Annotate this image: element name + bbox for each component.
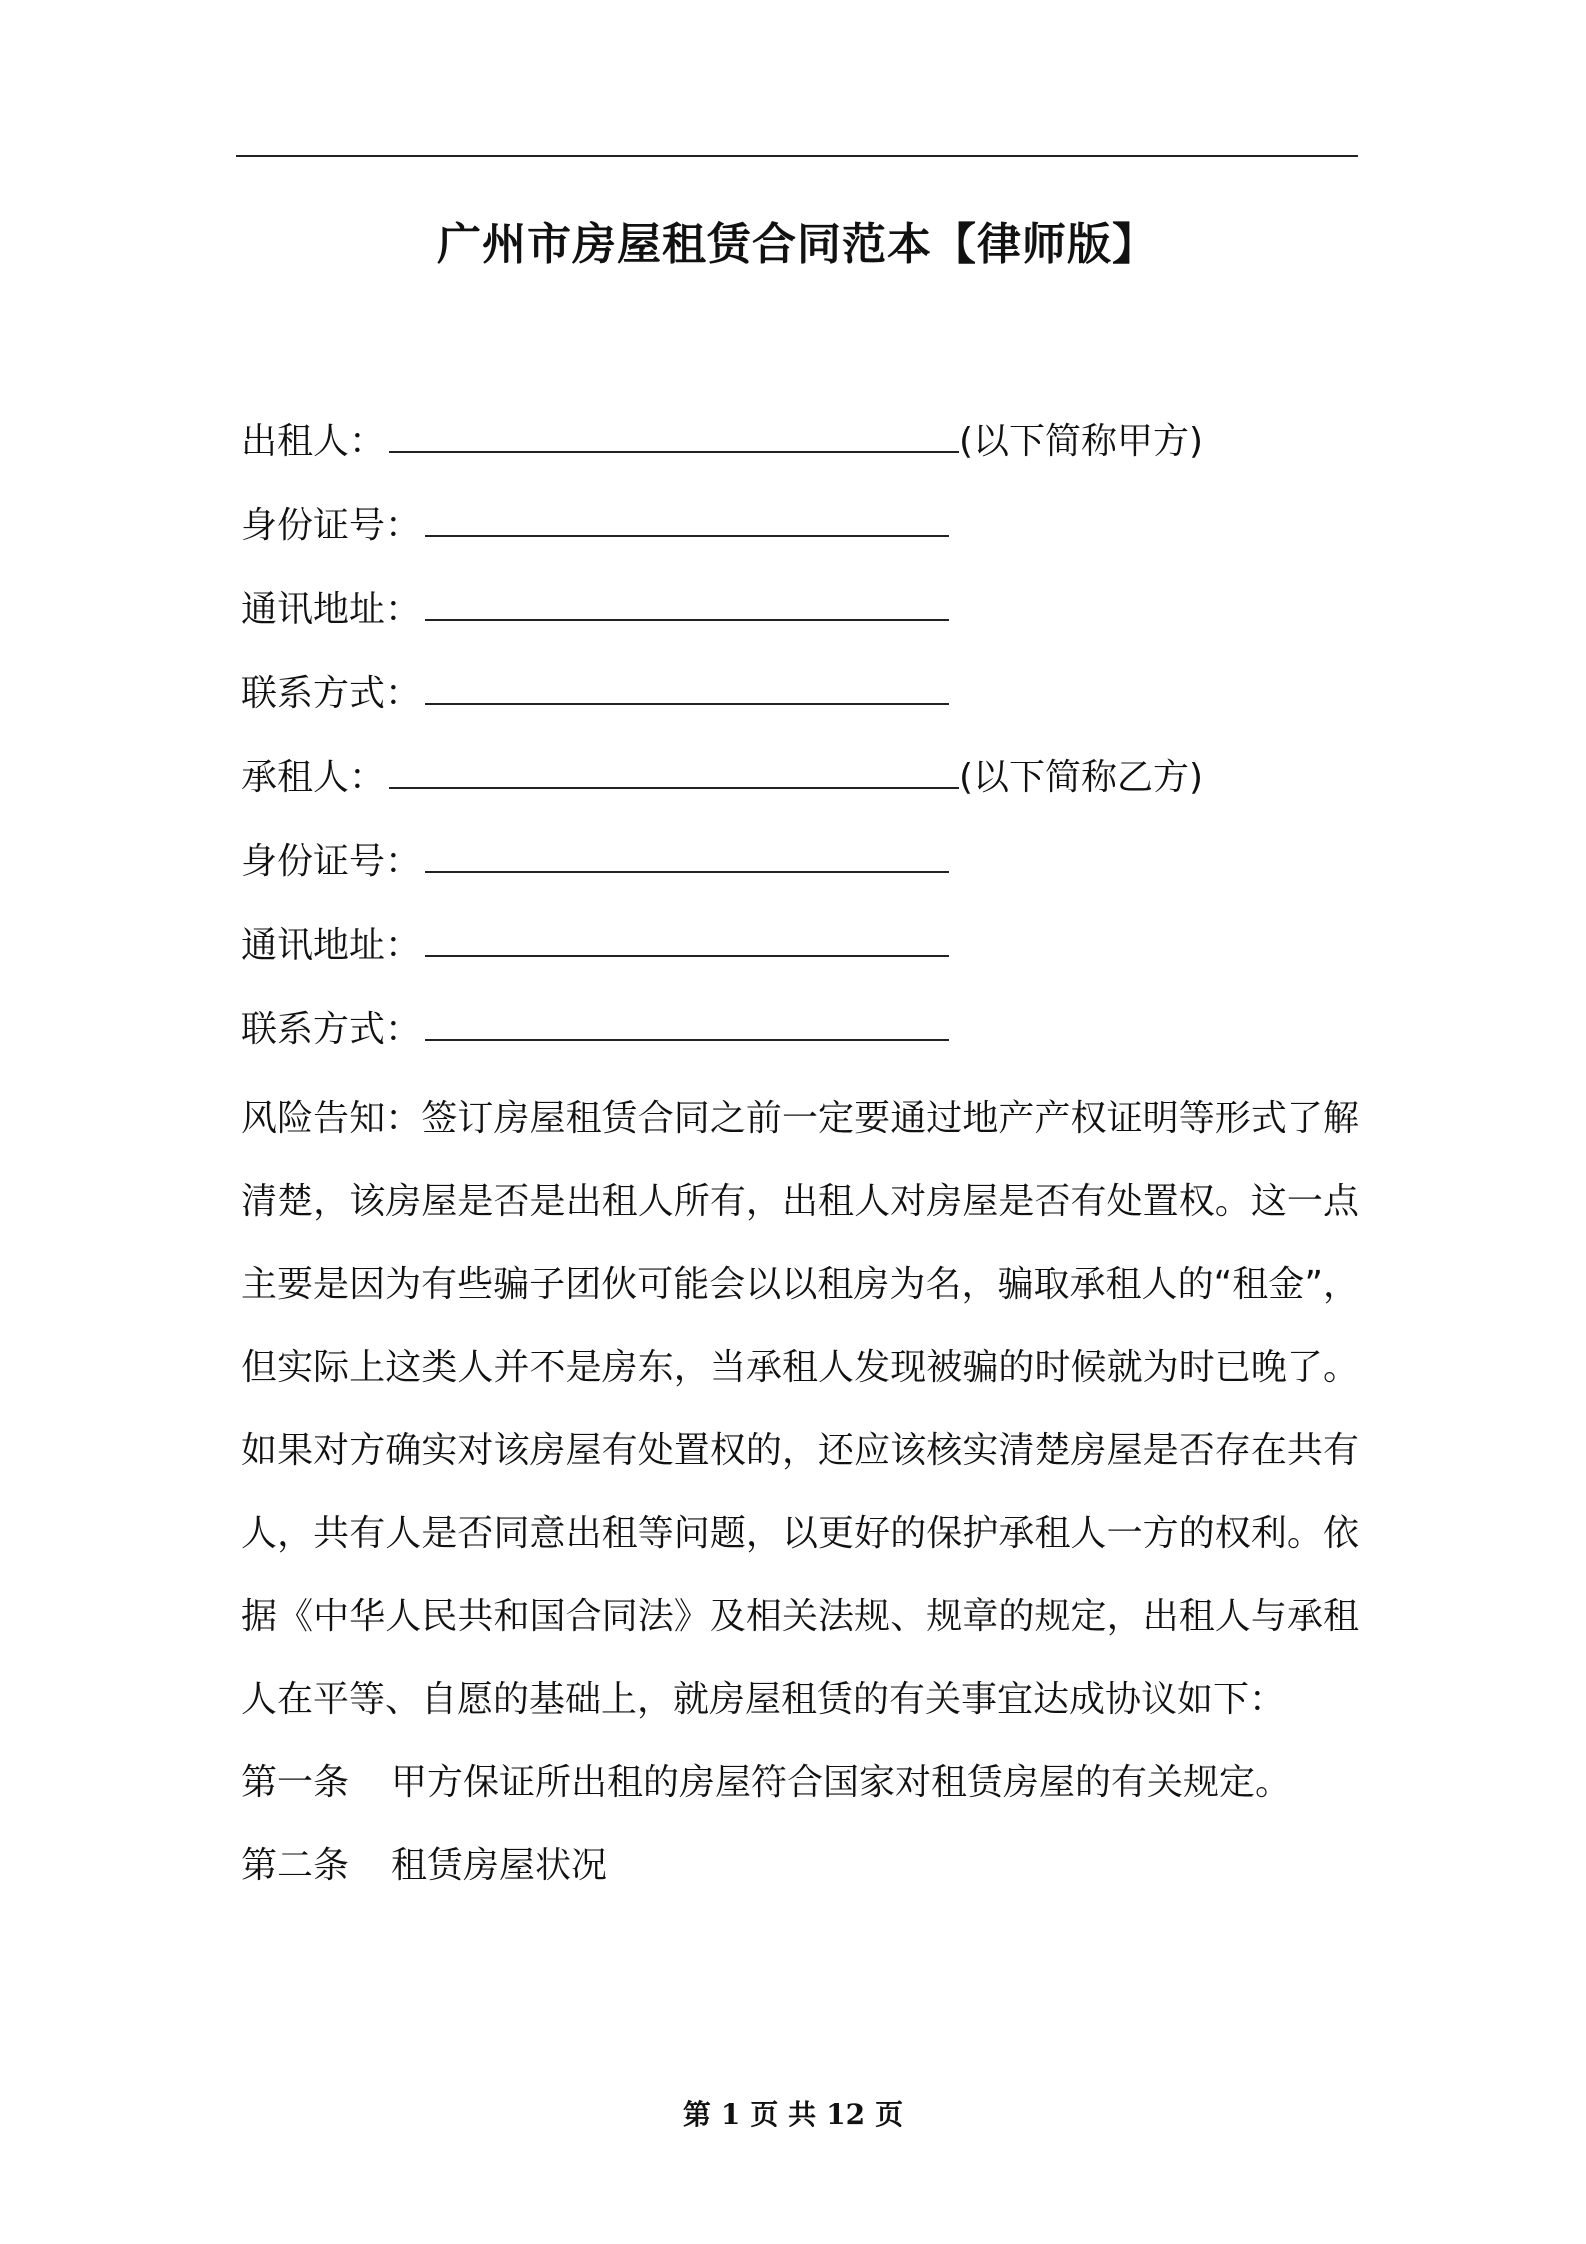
lessor-contact-blank [425, 657, 949, 705]
lessee-address-blank [425, 909, 949, 957]
lessor-suffix: (以下简称甲方) [959, 421, 1204, 462]
article-1-number: 第一条 [241, 1762, 350, 1803]
lessee-address-label: 通讯地址： [241, 925, 422, 966]
lessee-id-label: 身份证号： [241, 841, 422, 882]
lessor-address-field [241, 573, 1359, 657]
footer-middle: 页 共 [750, 2098, 817, 2131]
lessor-contact-field [241, 657, 1359, 741]
document-body [241, 405, 1359, 1907]
footer-suffix: 页 [875, 2098, 904, 2131]
footer-total-pages: 12 [826, 2098, 866, 2131]
lessee-contact-field [241, 993, 1359, 1077]
lessor-name-blank [389, 405, 959, 453]
article-2-number: 第二条 [241, 1845, 350, 1886]
lessee-id-blank [425, 825, 949, 873]
lessee-suffix: (以下简称乙方) [959, 757, 1204, 798]
lessor-field [241, 405, 1359, 489]
lessee-name-blank [389, 741, 959, 789]
lessor-id-field [241, 489, 1359, 573]
page-footer [0, 2095, 1586, 2135]
lessee-contact-label: 联系方式： [241, 1009, 422, 1050]
article-2-text: 租赁房屋状况 [391, 1845, 608, 1886]
document-title: 广州市房屋租赁合同范本【律师版】 [437, 219, 1157, 270]
header-rule [236, 155, 1358, 157]
lessee-contact-blank [425, 993, 949, 1041]
lessee-field [241, 741, 1359, 825]
lessor-address-blank [425, 573, 949, 621]
article-2 [241, 1824, 1359, 1907]
risk-notice-paragraph: 风险告知：签订房屋租赁合同之前一定要通过地产产权证明等形式了解清楚，该房屋是否是出租人所有，出租人对房屋是否有处置权。这一点主要是因为有些骗子团伙可能会以以租房为名，骗取承租人的“租金”，但实际上这类人并不是房东，当承租人发现被骗的时候就为时已晚了。如果对方确实对该房屋有处置权的，还应该核实清楚房屋是否存在共有人，共有人是否同意出租等问题，以更好的保护承租人一方的权利。依据《中华人民共和国合同法》及相关法规、规章的规定，出租人与承租人在平等、自愿的基础上，就房屋租赁的有关事宜达成协议如下： [241, 1098, 1359, 1720]
footer-current-page: 1 [720, 2098, 741, 2131]
article-1-text: 甲方保证所出租的房屋符合国家对租赁房屋的有关规定。 [391, 1762, 1292, 1803]
lessor-id-label: 身份证号： [241, 505, 422, 546]
article-1 [241, 1741, 1359, 1824]
lessor-label: 出租人： [241, 421, 386, 462]
footer-prefix: 第 [682, 2098, 711, 2131]
lessor-id-blank [425, 489, 949, 537]
lessee-label: 承租人： [241, 757, 386, 798]
lessee-id-field [241, 825, 1359, 909]
lessor-address-label: 通讯地址： [241, 589, 422, 630]
lessor-contact-label: 联系方式： [241, 673, 422, 714]
lessee-address-field [241, 909, 1359, 993]
